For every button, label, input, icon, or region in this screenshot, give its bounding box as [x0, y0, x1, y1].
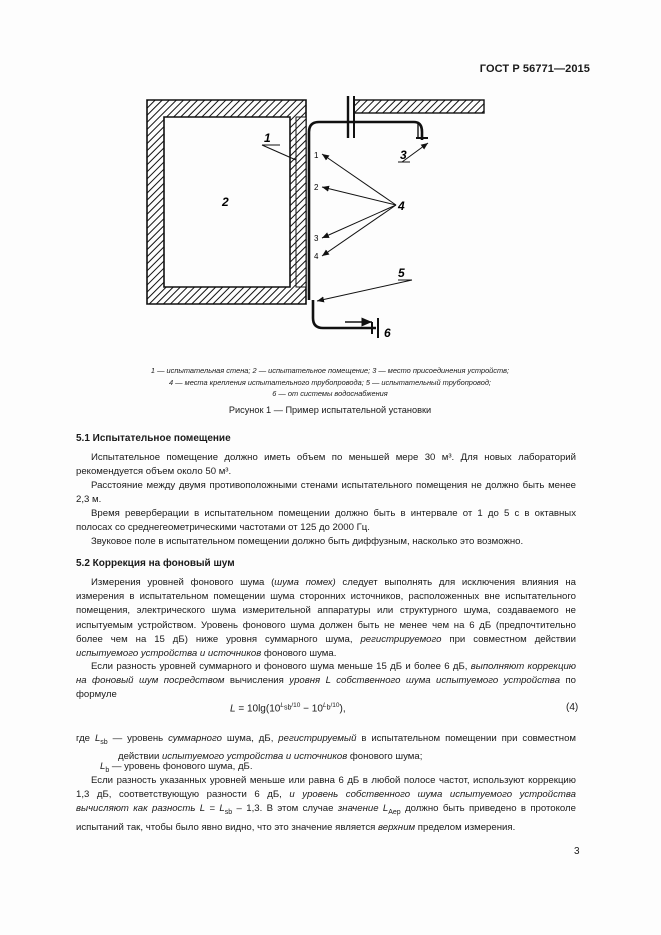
page-number: 3: [574, 846, 580, 857]
test-wall: [296, 117, 306, 287]
paragraph: Если разность уровней суммарного и фонового шума меньше 15 дБ и более 6 дБ, выполняют коррекцию на фоновый шум посредством вычисления уровня L собственного шума испытуемого устройства по формуле: [76, 661, 576, 701]
legend-line: 6 — от системы водоснабжения: [272, 389, 388, 398]
paragraph: Испытательное помещение должно иметь объем по меньшей мере 30 м³. Для новых лабораторий рекомендуется объем около 50 м³.: [76, 452, 576, 478]
figure-caption: Рисунок 1 — Пример испытательной установки: [228, 405, 432, 415]
figure-legend: [70, 365, 590, 400]
test-setup-figure: [0, 0, 661, 360]
paragraph: Расстояние между двумя противоположными стенами испытательного помещения не должно быть менее 2,3 м.: [76, 480, 576, 506]
paragraph: Время реверберации в испытательном помещении должно быть в интервале от 1 до 5 с в октавных полосах со среднегеометрическими частотами от 125 до 2000 Гц.: [76, 508, 576, 534]
legend-line: 4 — места крепления испытательного трубопровода; 5 — испытательный трубопровод;: [169, 377, 491, 387]
paragraph: Звуковое поле в испытательном помещении должно быть диффузным, насколько это возможно.: [91, 536, 524, 547]
variable-definition: $L_b$ — уровень фонового шума, дБ.: [100, 761, 253, 774]
mount-2: 2: [314, 183, 319, 192]
section-heading: 5.1 Испытательное помещение: [76, 433, 231, 444]
label-5: 5: [398, 266, 405, 280]
paragraph: Измерения уровней фонового шума (шума помех) следует выполнять для исключения влияния на измерения в испытательном помещении шума сторонних источников, расположенных вне испытательного помещения, электрического шума измерительной аппаратуры или структурного шума, создаваемого не испытуемым устройством. Уровень фонового шума должен быть не менее чем на 6 дБ (предпочтительно более чем на 15 дБ) ниже уровня суммарного шума, регистрируемого при совместном действии испытуемого устройства и источников фонового шума.: [76, 577, 577, 660]
mount-3: 3: [314, 234, 319, 243]
formula: $L = 10\lg(10^{L_{sb}/10} - 10^{L_b/10})$,: [230, 702, 346, 715]
label-3: 3: [400, 148, 407, 162]
standard-header: ГОСТ Р 56771—2015: [479, 63, 590, 75]
section-heading: 5.2 Коррекция на фоновый шум: [76, 558, 235, 569]
legend-line: 1 — испытательная стена; 2 — испытательное помещение; 3 — место присоединения устройств;: [150, 366, 510, 375]
paragraph: Если разность указанных уровней меньше или равна 6 дБ в любой полосе частот, используют коррекцию 1,3 дБ, соответствующую разности 6 дБ, и уровень собственного шума испытуемого устройства вычисляют как разность $L = L_{sb} - 1,3$. В этом случае значение $L_{Aep}$ должно быть приведено в протоколе испытаний так, чтобы было явно видно, что это значение является верхним пределом измерения.: [76, 775, 576, 833]
formula-number: (4): [566, 702, 579, 713]
label-2: 2: [222, 195, 229, 209]
ceiling-slab: [354, 100, 484, 113]
mount-4: 4: [314, 252, 319, 261]
variable-definition: где $L_{sb}$ — уровень суммарного шума, дБ, регистрируемый в испытательном помещении при совместном действии испытуемого устройства и источников фонового шума;: [76, 733, 577, 763]
mount-1: 1: [314, 151, 319, 160]
label-1: 1: [264, 131, 271, 145]
label-6: 6: [384, 326, 391, 340]
label-4: 4: [398, 199, 405, 213]
